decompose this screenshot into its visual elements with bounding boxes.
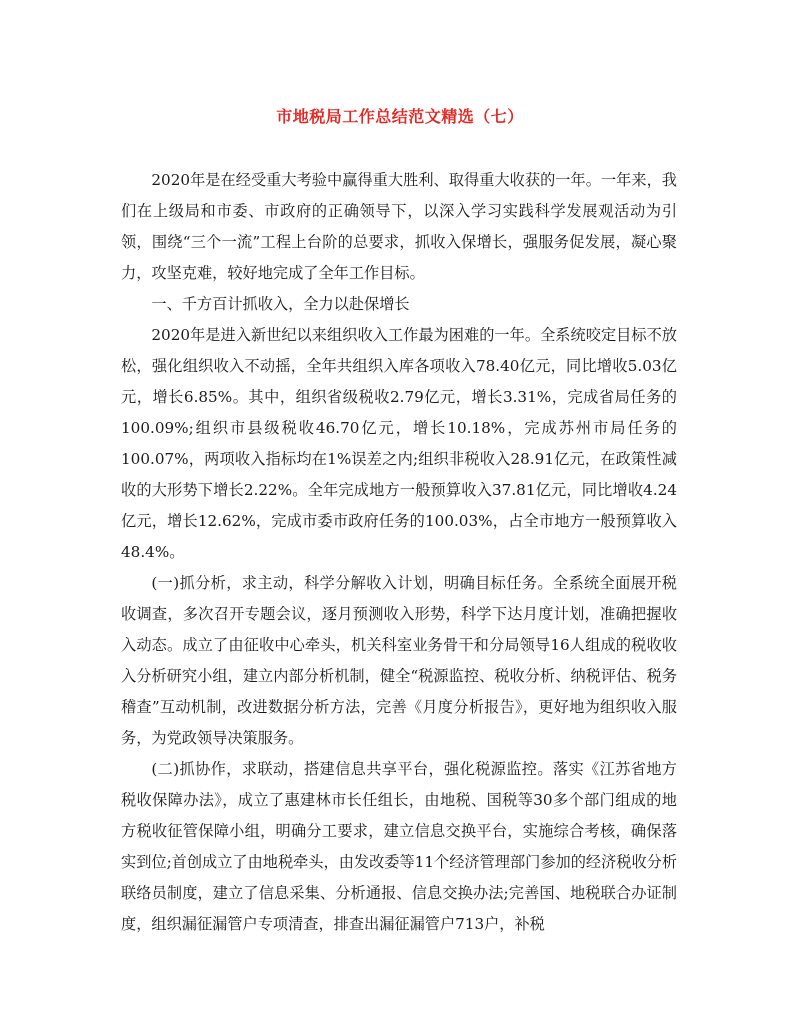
section-heading-1: 一、千方百计抓收入，全力以赴保增长 (151, 295, 410, 313)
paragraph-intro: 2020年是在经受重大考验中赢得重大胜利、取得重大收获的一年。一年来，我们在上级局和市委、市政府的正确领导下，以深入学习实践科学发展观活动为引领，围绕“三个一流”工程上台阶的总要求，抓收入保增长，强服务促发展，凝心聚力，攻坚克难，较好地完成了全年工作目标。 (121, 171, 677, 282)
document-body (121, 165, 677, 940)
paragraph-analysis: (一)抓分析，求主动，科学分解收入计划，明确目标任务。全系统全面展开税收调查，多次召开专题会议，逐月预测收入形势，科学下达月度计划，准确把握收入动态。成立了由征收中心牵头，机关科室业务骨干和分局领导16人组成的税收收入分析研究小组，建立内部分析机制，健全“税源监控、税收分析、纳税评估、税务稽查”互动机制，改进数据分析方法，完善《月度分析报告》，更好地为组织收入服务，为党政领导决策服务。 (121, 574, 677, 747)
document-title: 市地税局工作总结范文精选（七） (276, 107, 524, 126)
paragraph-revenue: 2020年是进入新世纪以来组织收入工作最为困难的一年。全系统咬定目标不放松，强化组织收入不动摇，全年共组织入库各项收入78.40亿元，同比增收5.03亿元，增长6.85%。其中，组织省级税收2.79亿元，增长3.31%，完成省局任务的100.09%;组织市县级税收46.70亿元，增长10.18%，完成苏州市局任务的100.07%，两项收入指标均在1%误差之内;组织非税收入28.91亿元，在政策性减收的大形势下增长2.22%。全年完成地方一般预算收入37.81亿元，同比增收4.24亿元，增长12.62%，完成市委市政府任务的100.03%，占全市地方一般预算收入48.4%。 (121, 326, 677, 561)
paragraph-cooperation: (二)抓协作，求联动，搭建信息共享平台，强化税源监控。落实《江苏省地方税收保障办法》，成立了惠建林市长任组长，由地税、国税等30多个部门组成的地方税收征管保障小组，明确分工要求，建立信息交换平台，实施综合考核，确保落实到位;首创成立了由地税牵头，由发改委等11个经济管理部门参加的经济税收分析联络员制度，建立了信息采集、分析通报、信息交换办法;完善国、地税联合办证制度，组织漏征漏管户专项清查，排查出漏征漏管户713户，补税 (121, 760, 678, 933)
